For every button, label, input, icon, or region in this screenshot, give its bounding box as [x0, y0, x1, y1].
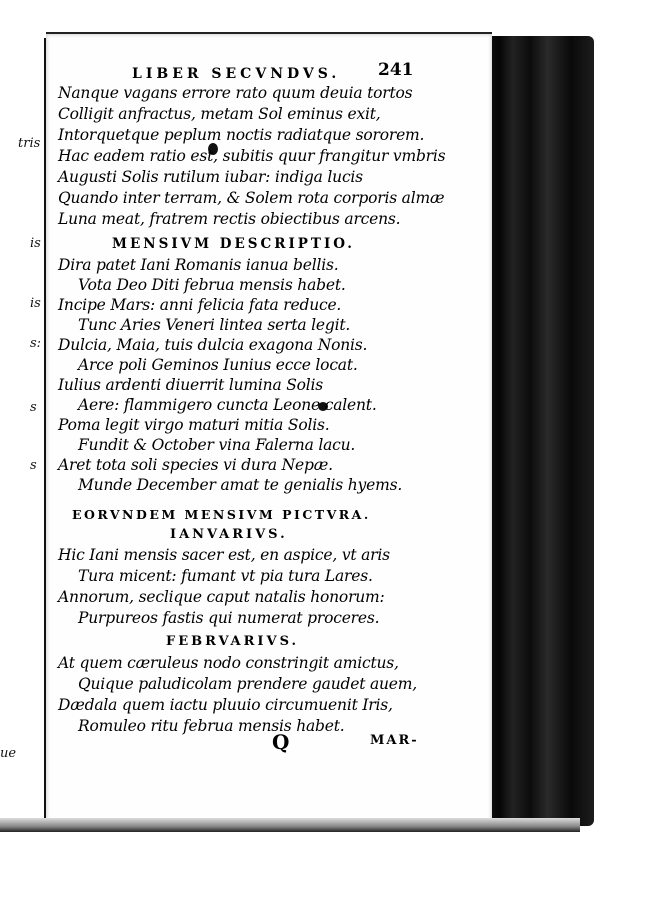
verse-line: Arce poli Geminos Iunius ecce locat.: [78, 356, 358, 374]
verse-line: Tura micent: fumant vt pia tura Lares.: [78, 567, 373, 585]
verse-line: Dædala quem iactu pluuio circumuenit Iris,: [58, 696, 393, 714]
left-fragment: s: [30, 400, 37, 415]
verse-line: Dulcia, Maia, tuis dulcia exagona Nonis.: [58, 336, 368, 354]
verse-line: Vota Deo Diti februa mensis habet.: [78, 276, 346, 294]
catchword: MAR-: [370, 733, 419, 748]
page-number: 241: [378, 60, 414, 80]
verse-line: Aret tota soli species vi dura Nepæ.: [58, 456, 333, 474]
poem-line: Colligit anfractus, metam Sol eminus exit,: [58, 105, 381, 123]
verse-line: Romuleo ritu februa mensis habet.: [78, 717, 345, 735]
verse-line: Dira patet Iani Romanis ianua bellis.: [58, 256, 339, 274]
left-fragment: is: [30, 296, 41, 311]
verse-line: At quem cæruleus nodo constringit amictus,: [58, 654, 399, 672]
poem-line: Intorquetque peplum noctis radiatque sororem.: [58, 126, 425, 144]
poem-line: Hac eadem ratio est, subitis quur frangitur vmbris: [58, 147, 446, 165]
verse-line: Fundit & October vina Falerna lacu.: [78, 436, 356, 454]
book-fore-edge: [478, 36, 594, 826]
verse-line: Tunc Aries Veneri lintea serta legit.: [78, 316, 351, 334]
left-fragment: s:: [30, 336, 42, 351]
poem-line: Nanque vagans errore rato quum deuia tortos: [58, 84, 413, 102]
running-title: LIBER SECVNDVS.: [132, 66, 341, 82]
signature-mark: Q: [272, 730, 290, 754]
verse-line: Munde December amat te genialis hyems.: [78, 476, 403, 494]
left-fragment: tris: [18, 136, 41, 151]
verse-line: Quique paludicolam prendere gaudet auem,: [78, 675, 417, 693]
poem-line: Augusti Solis rutilum iubar: indiga lucis: [58, 168, 363, 186]
left-fragment: ue: [0, 746, 17, 761]
subheading-februarius: FEBRVARIVS.: [166, 634, 300, 649]
left-facing-page: [0, 38, 47, 828]
left-fragment: s: [30, 458, 37, 473]
poem-line: Luna meat, fratrem rectis obiectibus arcens.: [58, 210, 401, 228]
verse-line: Iulius ardenti diuerrit lumina Solis: [58, 376, 324, 394]
subheading-ianuarius: IANVARIVS.: [170, 527, 288, 542]
poem-line: Quando inter terram, & Solem rota corporis almæ: [58, 189, 445, 207]
verse-line: Poma legit virgo maturi mitia Solis.: [58, 416, 330, 434]
verse-line: Purpureos fastis qui numerat proceres.: [78, 609, 380, 627]
section-heading: EORVNDEM MENSIVM PICTVRA.: [72, 507, 371, 522]
verse-line: Incipe Mars: anni felicia fata reduce.: [58, 296, 342, 314]
verse-line: Aere: flammigero cuncta Leone calent.: [78, 396, 377, 414]
section-heading: MENSIVM DESCRIPTIO.: [112, 236, 355, 252]
verse-line: Hic Iani mensis sacer est, en aspice, vt aris: [58, 546, 390, 564]
page-bottom-edge: [0, 818, 580, 832]
verse-line: Annorum, seclique caput natalis honorum:: [58, 588, 385, 606]
left-fragment: is: [30, 236, 41, 251]
